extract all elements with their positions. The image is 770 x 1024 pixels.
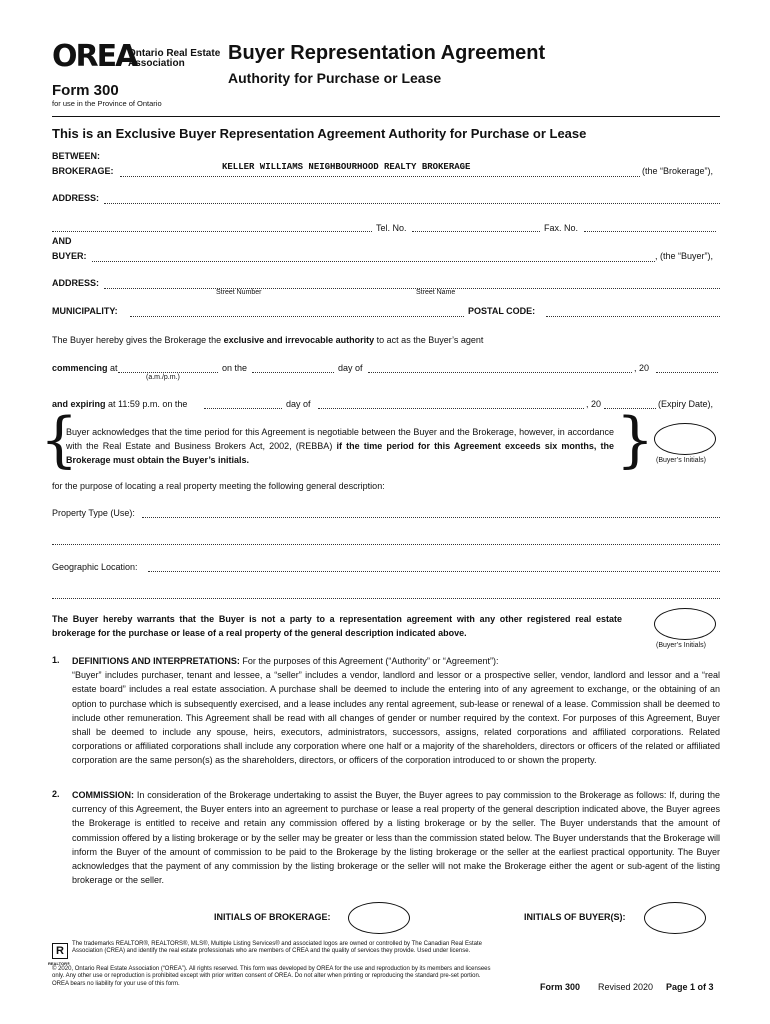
right-brace: } [616, 405, 655, 475]
footer-form-number: Form 300 [540, 982, 581, 992]
geo-location-field-line2[interactable] [52, 598, 720, 599]
between-label: BETWEEN: [52, 151, 100, 161]
header-rule [52, 116, 720, 117]
geo-location-label: Geographic Location: [52, 562, 138, 572]
brokerage-address-line2[interactable] [52, 231, 372, 232]
expiry-day-field[interactable] [204, 408, 282, 409]
fax-field[interactable] [584, 231, 716, 232]
expiry-year-prefix: , 20 [586, 399, 602, 409]
property-type-field-line2[interactable] [52, 544, 720, 545]
year-prefix: , 20 [634, 363, 650, 373]
section-1-number: 1. [52, 655, 60, 665]
initials-of-buyers-label: INITIALS OF BUYER(S): [524, 912, 626, 922]
buyer-initials-caption-1: (Buyer’s Initials) [656, 457, 706, 464]
expiry-date-label: (Expiry Date), [658, 399, 714, 409]
commencing-label: commencing at [52, 363, 118, 373]
authority-statement: The Buyer hereby gives the Brokerage the exclusive and irrevocable authority to act as the Buyer’s agent [52, 335, 484, 345]
on-the-label: on the [222, 363, 248, 373]
section-1-text: DEFINITIONS AND INTERPRETATIONS: For the purposes of this Agreement (“Authority” or “Agreement”): “Buyer” includes purchaser, tenant and lessee, a “seller” includes a vendor, landlord and lessor or a prospective seller, vendor, landlord and lessor and a “real estate board” includes a real estate association. A purchase shall be deemed to include the entering into of any agreement to exchange, or the obtaining of an option to purchase which is subsequently exercised, and a lease includes any rental agreement, sub-lease or renewal of a lease. Commission shall be deemed to include other remuneration. This Agreement shall be read with all changes of gender or number required by the context. For purposes of this Agreement, Buyer shall be deemed to include any spouse, heirs, executors, administrators, successors, assigns, related corporations and affiliated corporations. Related corporations or affiliated corporations shall include any corporation where one half or a majority of the shareholders, directors or officers of the related or affiliated corporation are the same person(s) as the shareholders, directors, or officers of the corporation introduced to or shown the property. [72, 656, 720, 766]
expiry-day-of-label: day of [286, 399, 311, 409]
buyer-initials-oval-2[interactable] [654, 608, 716, 640]
day-of-label: day of [338, 363, 363, 373]
property-type-field[interactable] [142, 517, 720, 518]
section-2-number: 2. [52, 789, 60, 799]
purpose-text: for the purpose of locating a real property meeting the following general description: [52, 481, 385, 491]
brokerage-initials-oval[interactable] [348, 902, 410, 934]
tel-field[interactable] [412, 231, 540, 232]
buyer-address-label: ADDRESS: [52, 278, 100, 288]
section-2-text: COMMISSION: In consideration of the Brokerage undertaking to assist the Buyer, the Buyer agrees to pay commission to the Brokerage as follows: If, during the currency of this Agreement, the Buyer enters into an agreement to purchase or lease a real property of the general description indicated above, the Buyer agrees the Brokerage is entitled to receive and retain any commission offered by a listing brokerage or by the seller. The Buyer understands that the amount of commission offered by a listing brokerage or by the seller may be greater or less than the commission stated below. The Buyer understands that the Brokerage will inform the Buyer of the amount of commission to be paid to the Brokerage by the listing brokerage or the seller at the earliest practical opportunity. The Buyer acknowledges that the payment of any commission by the listing brokerage or the seller will not make the Brokerage either the agent or sub-agent of the listing brokerage or the seller. [72, 790, 720, 886]
commencing-time-field[interactable] [118, 372, 218, 373]
address-label: ADDRESS: [52, 193, 100, 203]
orea-logo: OREA [52, 39, 137, 74]
buyers-initials-oval[interactable] [644, 902, 706, 934]
brokerage-label: BROKERAGE: [52, 166, 114, 176]
expiring-label: and expiring at 11:59 p.m. on the [52, 399, 188, 409]
page-subtitle: Authority for Purchase or Lease [228, 70, 442, 86]
warranty-statement: The Buyer hereby warrants that the Buyer is not a party to a representation agreement with any other registered real estate brokerage for the purchase or lease of a real property of the general description indicated above. [52, 614, 622, 638]
commencing-year-field[interactable] [656, 372, 718, 373]
time-period-notice: Buyer acknowledges that the time period for this Agreement is negotiable between the Buyer and the Brokerage, however, in accordance with the Real Estate and Business Brokers Act, 2002, (REBBA) if the time period for this Agreement exceeds six months, the Brokerage must obtain the Buyer’s initials. [66, 427, 614, 465]
commencing-month-field[interactable] [368, 372, 632, 373]
postal-code-label: POSTAL CODE: [468, 306, 536, 316]
buyer-field[interactable] [92, 261, 655, 262]
buyer-address-field[interactable] [104, 288, 720, 289]
fax-label: Fax. No. [544, 223, 579, 233]
logo-subtitle: Ontario Real Estate Association [128, 48, 221, 69]
property-type-label: Property Type (Use): [52, 508, 135, 518]
page-number: Page 1 of 3 [666, 982, 714, 992]
for-use-note: for use in the Province of Ontario [52, 99, 162, 108]
geo-location-field[interactable] [148, 571, 720, 572]
footer-revised: Revised 2020 [598, 982, 654, 992]
copyright-notice: © 2020, Ontario Real Estate Association (“OREA”). All rights reserved. This form was developed by OREA for the use and reproduction by its members and licensees only. Any other use or reproduction is prohibited except with prior written consent of OREA. Do not alter when printing or reproducing the standard pre-set portion. OREA bears no liability for your use of this form. [52, 966, 491, 987]
municipality-field[interactable] [130, 316, 464, 317]
postal-code-field[interactable] [546, 316, 720, 317]
ampm-caption: (a.m./p.m.) [146, 374, 180, 381]
tel-label: Tel. No. [376, 223, 407, 233]
brokerage-address-field[interactable] [104, 203, 720, 204]
form-number: Form 300 [52, 82, 119, 99]
agreement-heading: This is an Exclusive Buyer Representation Agreement Authority for Purchase or Lease [52, 126, 587, 141]
brokerage-field[interactable] [120, 176, 640, 177]
brokerage-name: KELLER WILLIAMS NEIGHBOURHOOD REALTY BROKERAGE [222, 162, 471, 172]
trademark-notice: The trademarks REALTOR®, REALTORS®, MLS®, Multiple Listing Services® and associated logos are owned or controlled by The Canadian Real Estate Association (CREA) and identify the real estate professionals who are members of CREA and the quality of services they provide. Used under license. [72, 941, 482, 955]
realtor-logo-icon: R [52, 943, 68, 959]
buyer-initials-oval-1[interactable] [654, 423, 716, 455]
street-number-caption: Street Number [216, 289, 262, 296]
buyer-label: BUYER: [52, 251, 87, 261]
page-title: Buyer Representation Agreement [228, 42, 546, 64]
buyer-initials-caption-2: (Buyer’s Initials) [656, 642, 706, 649]
street-name-caption: Street Name [416, 289, 456, 296]
municipality-label: MUNICIPALITY: [52, 306, 118, 316]
brokerage-suffix: (the “Brokerage”), [642, 166, 714, 176]
commencing-day-field[interactable] [252, 372, 334, 373]
realtor-logo-word: REALTOR® [48, 961, 70, 966]
and-label: AND [52, 236, 72, 246]
expiry-month-field[interactable] [318, 408, 584, 409]
left-brace: { [40, 405, 79, 475]
initials-of-brokerage-label: INITIALS OF BROKERAGE: [214, 912, 331, 922]
buyer-suffix: , (the “Buyer”), [655, 251, 714, 261]
